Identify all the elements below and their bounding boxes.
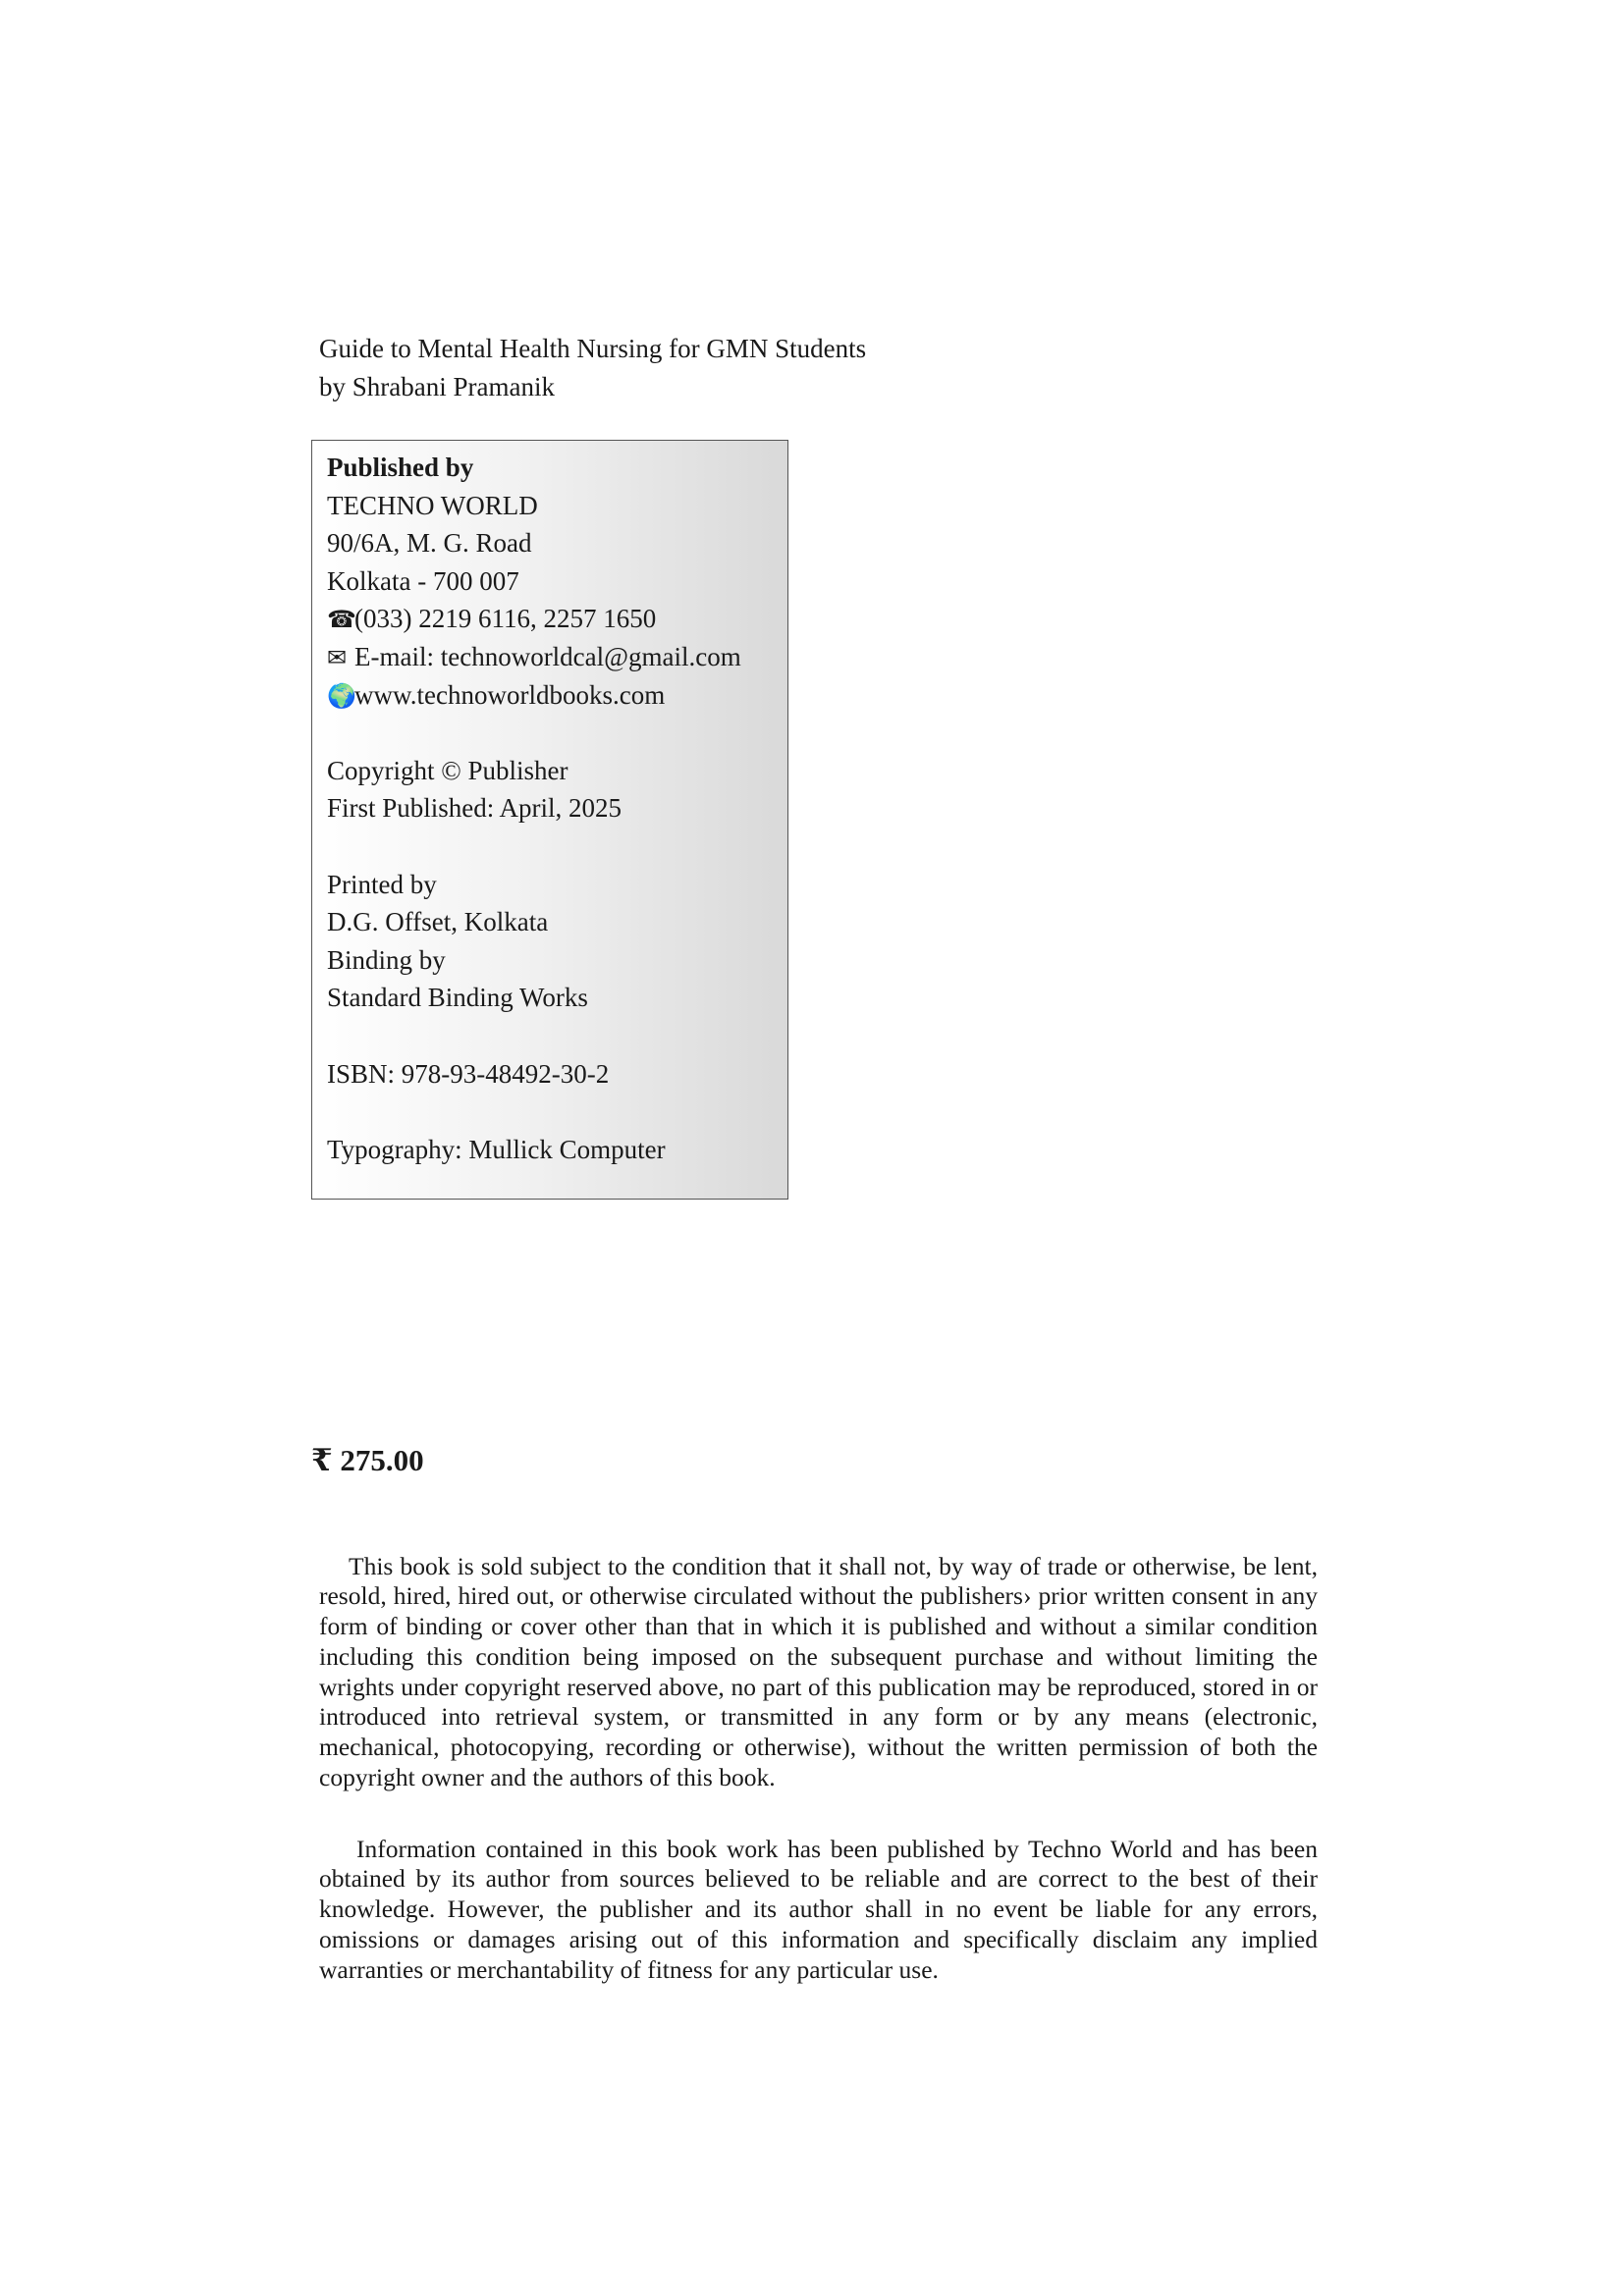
book-title: Guide to Mental Health Nursing for GMN Students bbox=[319, 334, 867, 363]
book-title-block bbox=[319, 330, 866, 406]
publisher-phone: (033) 2219 6116, 2257 1650 bbox=[354, 604, 657, 634]
printer-name: D.G. Offset, Kolkata bbox=[327, 907, 549, 937]
isbn-line: ISBN: 978-93-48492-30-2 bbox=[327, 1058, 610, 1089]
spacer bbox=[327, 1017, 787, 1055]
phone-icon: ☎ bbox=[327, 606, 356, 634]
copyright-line: Copyright © Publisher bbox=[327, 755, 568, 785]
publisher-phone-row bbox=[327, 600, 787, 638]
globe-icon: 🌍 bbox=[327, 681, 356, 710]
publisher-address-line1: 90/6A, M. G. Road bbox=[327, 528, 532, 559]
publisher-email-row bbox=[327, 638, 787, 676]
sale-condition-notice: This book is sold subject to the condition that it shall not, by way of trade or otherwise, be lent, resold, hired, hired out, or otherwise circulated without the publishers› prior written consent in any form of binding or cover other than that in which it is published and without a similar condition including this condition being imposed on the subsequent purchase and without limiting the wrights under copyright reserved above, no part of this publication may be reproduced, stored in or introduced into retrieval system, or transmitted in any form or by any means (electronic, mechanical, photocopying, recording or otherwise), without the written permission of both the copyright owner and the authors of this book. bbox=[319, 1551, 1318, 1792]
spacer bbox=[327, 1093, 787, 1131]
disclaimer-notice: Information contained in this book work has been published by Techno World and has been obtained by its author from sources believed to be reliable and are correct to the best of their knowledge. However, the publisher and its author shall in no event be liable for any errors, omissions or damages arising out of this information and specifically disclaim any implied warranties or merchantability of fitness for any particular use. bbox=[319, 1834, 1318, 1984]
binding-by-label: Binding by bbox=[327, 944, 446, 975]
binder-name: Standard Binding Works bbox=[327, 983, 588, 1013]
book-author: by Shrabani Pramanik bbox=[319, 372, 555, 401]
printed-by-label: Printed by bbox=[327, 869, 437, 899]
publisher-email: E-mail: technoworldcal@gmail.com bbox=[354, 641, 741, 671]
publisher-address-line2: Kolkata - 700 007 bbox=[327, 565, 519, 596]
typography-line: Typography: Mullick Computer bbox=[327, 1134, 666, 1164]
published-by-heading: Published by bbox=[327, 453, 474, 482]
book-price: ₹ 275.00 bbox=[311, 1443, 424, 1477]
first-published-line: First Published: April, 2025 bbox=[327, 793, 623, 824]
publisher-website-row bbox=[327, 676, 787, 715]
envelope-icon: ✉ bbox=[327, 643, 348, 671]
publisher-name: TECHNO WORLD bbox=[327, 490, 538, 520]
spacer bbox=[327, 828, 787, 866]
spacer bbox=[327, 714, 787, 752]
publisher-info-box bbox=[311, 440, 788, 1200]
publisher-website: www.technoworldbooks.com bbox=[354, 679, 666, 710]
